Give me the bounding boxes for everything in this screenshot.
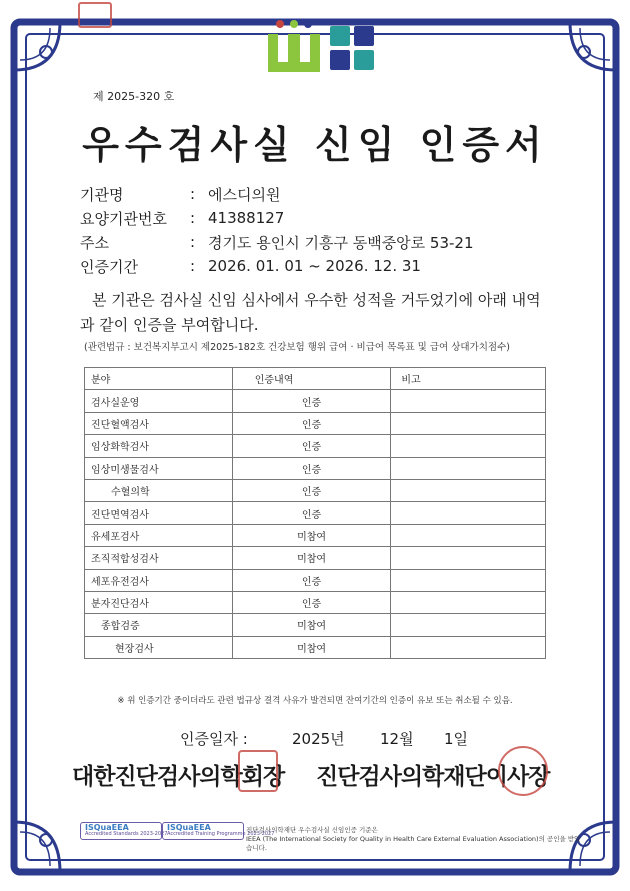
row-remarks (391, 457, 546, 479)
institution-code: 41388127 (208, 209, 285, 227)
row-field: 임상화학검사 (85, 435, 233, 457)
table-row (85, 435, 546, 457)
row-status: 인증 (232, 591, 391, 613)
accreditation-note-line2: IEEA (The International Society for Quality in Health Care External Evaluation Association)의 공인을 받았습니다. (246, 835, 581, 852)
info-label: 주소 (80, 233, 109, 252)
row-remarks (391, 614, 546, 636)
table-row (85, 502, 546, 524)
info-row-address: 주소 : 경기도 용인시 기흥구 동백중앙로 53-21 (80, 230, 560, 254)
row-field: 검사실운영 (85, 390, 233, 412)
info-label: 요양기관번호 (80, 209, 167, 228)
top-seal-stamp (78, 2, 112, 28)
certificate-statement: 본 기관은 검사실 신임 심사에서 우수한 성적을 거두었기에 아래 내역과 같이 인증을 부여합니다. (80, 291, 541, 334)
date-year: 2025년 (292, 730, 345, 748)
info-label: 기관명 (80, 185, 124, 204)
row-field: 현장검사 (85, 636, 233, 658)
row-field: 진단면역검사 (85, 502, 233, 524)
accreditation-note-line1: 진단검사의학재단 우수검사실 신임인증 기준은 (246, 826, 378, 834)
society-seal (238, 750, 278, 792)
signature-society-president: 대한진단검사의학회장 (72, 764, 285, 790)
info-row-code: 요양기관번호 : 41388127 (80, 206, 560, 230)
row-field: 유세포검사 (85, 524, 233, 546)
row-field: 조직적합성검사 (85, 547, 233, 569)
badge-sub: Accredited Standards 2023-2027 (85, 831, 168, 837)
row-status: 인증 (232, 457, 391, 479)
row-status: 미참여 (232, 614, 391, 636)
foundation-seal (498, 746, 548, 796)
institution-address: 경기도 용인시 기흥구 동백중앙로 53-21 (208, 233, 474, 252)
isqua-badge-training (162, 822, 275, 840)
row-field: 임상미생물검사 (85, 457, 233, 479)
info-label: 인증기간 (80, 257, 138, 276)
institution-info (80, 182, 560, 278)
table-row (85, 547, 546, 569)
certification-period: 2026. 01. 01 ~ 2026. 12. 31 (208, 257, 421, 275)
certification-table (84, 367, 546, 659)
badge-name: ISQuaEEA (85, 823, 129, 832)
header-field: 분야 (85, 368, 233, 390)
certificate-title: 우수검사실 신임 인증서 (82, 122, 548, 167)
row-remarks (391, 569, 546, 591)
row-status: 인증 (232, 412, 391, 434)
signature-foundation-chairman: 진단검사의학재단이사장 (316, 764, 550, 790)
certificate-number: 제 2025-320 호 (93, 90, 175, 103)
row-remarks (391, 390, 546, 412)
table-row (85, 614, 546, 636)
accreditation-note (246, 826, 586, 853)
row-status: 인증 (232, 390, 391, 412)
row-remarks (391, 502, 546, 524)
date-label: 인증일자 : (180, 730, 248, 748)
table-row (85, 591, 546, 613)
isqua-badge-standards (80, 822, 168, 840)
table-row (85, 479, 546, 501)
footnote: ※ 위 인증기간 중이더라도 관련 법규상 결격 사유가 발견되면 잔여기간의 인증이 유보 또는 취소될 수 있음. (117, 696, 513, 706)
table-row (85, 390, 546, 412)
issue-date (180, 728, 468, 749)
badge-sub: Accredited Training Programme 2023-2027 (167, 831, 275, 837)
row-field: 수혈의학 (85, 479, 233, 501)
badge-name: ISQuaEEA (167, 823, 211, 832)
row-remarks (391, 636, 546, 658)
row-remarks (391, 524, 546, 546)
row-remarks (391, 547, 546, 569)
info-row-period: 인증기간 : 2026. 01. 01 ~ 2026. 12. 31 (80, 254, 560, 278)
header-remarks: 비고 (391, 368, 546, 390)
row-status: 인증 (232, 479, 391, 501)
institution-name: 에스디의원 (208, 185, 281, 204)
date-day: 1일 (444, 730, 469, 748)
row-field: 분자진단검사 (85, 591, 233, 613)
table-row (85, 457, 546, 479)
header-status: 인증내역 (232, 368, 391, 390)
row-status: 미참여 (232, 547, 391, 569)
row-status: 인증 (232, 502, 391, 524)
date-month: 12월 (380, 730, 414, 748)
legal-basis: (관련법규 : 보건복지부고시 제2025-182호 건강보험 행위 급여 · 비급여 목록표 및 급여 상대가치점수) (84, 342, 510, 353)
row-status: 미참여 (232, 636, 391, 658)
info-row-name: 기관명 : 에스디의원 (80, 182, 560, 206)
row-status: 미참여 (232, 524, 391, 546)
table-row (85, 412, 546, 434)
table-header-row (85, 368, 546, 390)
foundation-logo (266, 18, 384, 76)
row-status: 인증 (232, 435, 391, 457)
row-remarks (391, 591, 546, 613)
table-row (85, 636, 546, 658)
row-remarks (391, 435, 546, 457)
row-field: 세포유전검사 (85, 569, 233, 591)
row-remarks (391, 479, 546, 501)
row-status: 인증 (232, 569, 391, 591)
row-remarks (391, 412, 546, 434)
row-field: 종합검증 (85, 614, 233, 636)
table-row (85, 569, 546, 591)
row-field: 진단혈액검사 (85, 412, 233, 434)
table-row (85, 524, 546, 546)
